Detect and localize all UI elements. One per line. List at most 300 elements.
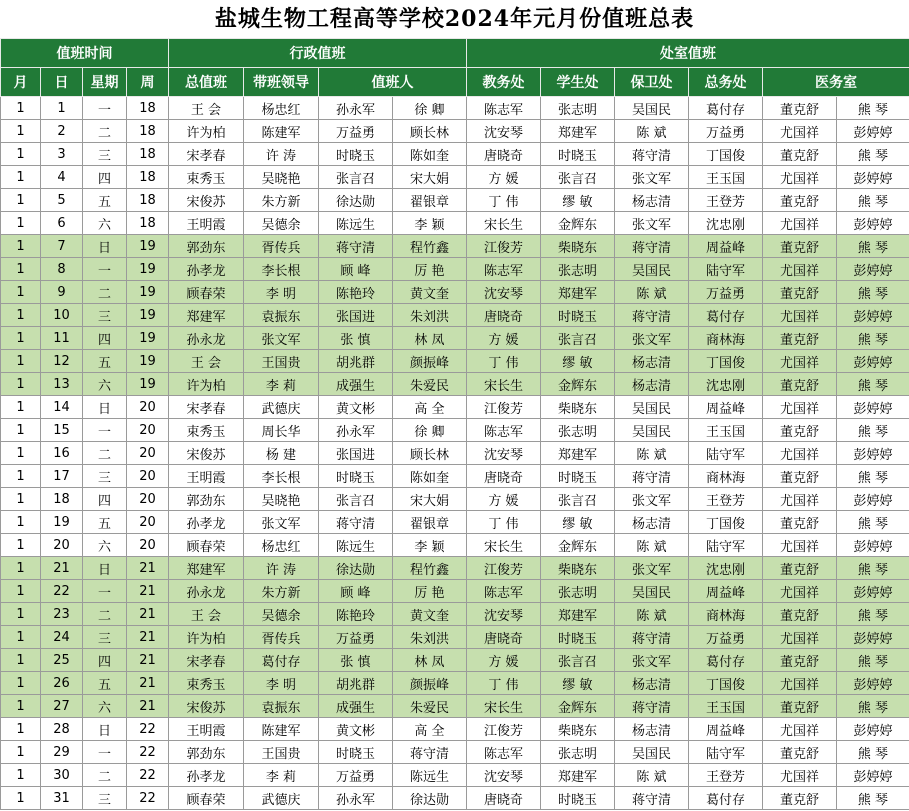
cell-weekday: 三 — [83, 626, 127, 649]
cell-person-2: 徐达勋 — [393, 787, 467, 810]
cell-academic: 沈安琴 — [467, 603, 541, 626]
cell-person-2: 朱刘洪 — [393, 304, 467, 327]
cell-person-1: 陈艳玲 — [319, 603, 393, 626]
cell-clinic-2: 彭婷婷 — [837, 442, 909, 465]
cell-clinic-2: 彭婷婷 — [837, 672, 909, 695]
cell-week: 20 — [127, 534, 169, 557]
cell-chief: 郭劲东 — [169, 741, 244, 764]
cell-clinic-1: 尤国祥 — [763, 350, 837, 373]
cell-general: 沈忠刚 — [689, 557, 763, 580]
cell-chief: 郭劲东 — [169, 235, 244, 258]
col-header-chief: 总值班 — [169, 68, 244, 97]
cell-clinic-1: 尤国祥 — [763, 580, 837, 603]
cell-academic: 江俊芳 — [467, 557, 541, 580]
cell-student: 张志明 — [541, 97, 615, 120]
cell-weekday: 六 — [83, 534, 127, 557]
cell-general: 葛付存 — [689, 304, 763, 327]
cell-student: 时晓玉 — [541, 143, 615, 166]
cell-clinic-2: 彭婷婷 — [837, 764, 909, 787]
cell-general: 周益峰 — [689, 235, 763, 258]
cell-general: 葛付存 — [689, 97, 763, 120]
cell-clinic-2: 熊 琴 — [837, 787, 909, 810]
cell-day: 22 — [41, 580, 83, 603]
cell-student: 缪 敏 — [541, 672, 615, 695]
cell-month: 1 — [1, 511, 41, 534]
cell-academic: 唐晓奇 — [467, 787, 541, 810]
cell-general: 丁国俊 — [689, 143, 763, 166]
cell-chief: 宋孝春 — [169, 143, 244, 166]
table-row — [1, 511, 909, 534]
cell-person-1: 陈艳玲 — [319, 281, 393, 304]
cell-person-2: 林 凤 — [393, 649, 467, 672]
cell-general: 丁国俊 — [689, 672, 763, 695]
cell-security: 吴国民 — [615, 396, 689, 419]
cell-leader: 张文军 — [244, 511, 319, 534]
col-header-week: 周 — [127, 68, 169, 97]
cell-day: 18 — [41, 488, 83, 511]
cell-chief: 王 会 — [169, 97, 244, 120]
cell-weekday: 一 — [83, 741, 127, 764]
table-row — [1, 787, 909, 810]
cell-month: 1 — [1, 672, 41, 695]
cell-clinic-2: 彭婷婷 — [837, 488, 909, 511]
cell-academic: 宋长生 — [467, 695, 541, 718]
cell-chief: 许为柏 — [169, 120, 244, 143]
cell-academic: 方 媛 — [467, 327, 541, 350]
cell-week: 21 — [127, 649, 169, 672]
group-header-admin: 行政值班 — [169, 39, 467, 68]
cell-person-2: 翟银章 — [393, 189, 467, 212]
cell-chief: 王 会 — [169, 603, 244, 626]
cell-week: 19 — [127, 327, 169, 350]
cell-month: 1 — [1, 695, 41, 718]
cell-month: 1 — [1, 143, 41, 166]
cell-person-1: 黄文彬 — [319, 396, 393, 419]
cell-general: 沈忠刚 — [689, 373, 763, 396]
cell-clinic-2: 彭婷婷 — [837, 212, 909, 235]
cell-academic: 丁 伟 — [467, 511, 541, 534]
cell-security: 杨志清 — [615, 373, 689, 396]
col-header-weekday: 星期 — [83, 68, 127, 97]
cell-day: 4 — [41, 166, 83, 189]
cell-chief: 许为柏 — [169, 373, 244, 396]
cell-week: 21 — [127, 626, 169, 649]
cell-leader: 吴德余 — [244, 603, 319, 626]
cell-person-2: 顾长林 — [393, 120, 467, 143]
cell-clinic-2: 熊 琴 — [837, 419, 909, 442]
cell-security: 杨志清 — [615, 718, 689, 741]
cell-leader: 陈建军 — [244, 718, 319, 741]
cell-month: 1 — [1, 189, 41, 212]
col-header-general: 总务处 — [689, 68, 763, 97]
cell-clinic-2: 彭婷婷 — [837, 396, 909, 419]
cell-chief: 孙孝龙 — [169, 764, 244, 787]
cell-clinic-2: 彭婷婷 — [837, 258, 909, 281]
cell-leader: 吴晓艳 — [244, 488, 319, 511]
cell-month: 1 — [1, 626, 41, 649]
cell-person-1: 张 慎 — [319, 649, 393, 672]
table-row — [1, 603, 909, 626]
cell-clinic-1: 董克舒 — [763, 235, 837, 258]
cell-weekday: 一 — [83, 419, 127, 442]
cell-week: 19 — [127, 350, 169, 373]
cell-month: 1 — [1, 649, 41, 672]
table-row — [1, 143, 909, 166]
cell-month: 1 — [1, 764, 41, 787]
col-header-leader: 带班领导 — [244, 68, 319, 97]
cell-person-2: 朱爱民 — [393, 373, 467, 396]
cell-month: 1 — [1, 373, 41, 396]
cell-clinic-1: 董克舒 — [763, 327, 837, 350]
table-row — [1, 442, 909, 465]
cell-clinic-2: 彭婷婷 — [837, 304, 909, 327]
col-header-security: 保卫处 — [615, 68, 689, 97]
cell-student: 时晓玉 — [541, 304, 615, 327]
cell-person-1: 时晓玉 — [319, 741, 393, 764]
cell-leader: 张文军 — [244, 327, 319, 350]
cell-person-2: 宋大娟 — [393, 488, 467, 511]
cell-weekday: 一 — [83, 258, 127, 281]
cell-clinic-2: 彭婷婷 — [837, 580, 909, 603]
cell-general: 王登芳 — [689, 488, 763, 511]
cell-day: 25 — [41, 649, 83, 672]
cell-weekday: 五 — [83, 672, 127, 695]
cell-student: 金辉东 — [541, 695, 615, 718]
cell-chief: 宋孝春 — [169, 649, 244, 672]
cell-security: 陈 斌 — [615, 281, 689, 304]
cell-weekday: 日 — [83, 557, 127, 580]
cell-day: 28 — [41, 718, 83, 741]
cell-week: 19 — [127, 258, 169, 281]
cell-chief: 郑建军 — [169, 557, 244, 580]
cell-clinic-2: 熊 琴 — [837, 465, 909, 488]
cell-academic: 唐晓奇 — [467, 143, 541, 166]
cell-week: 21 — [127, 672, 169, 695]
cell-day: 6 — [41, 212, 83, 235]
page-title: 盐城生物工程高等学校2024年元月份值班总表 — [214, 6, 695, 32]
cell-day: 13 — [41, 373, 83, 396]
cell-security: 陈 斌 — [615, 534, 689, 557]
cell-clinic-1: 董克舒 — [763, 557, 837, 580]
cell-student: 柴晓东 — [541, 557, 615, 580]
table-row — [1, 166, 909, 189]
col-header-clinic: 医务室 — [763, 68, 909, 97]
cell-academic: 方 媛 — [467, 649, 541, 672]
cell-leader: 胥传兵 — [244, 626, 319, 649]
cell-month: 1 — [1, 350, 41, 373]
cell-general: 商林海 — [689, 465, 763, 488]
cell-weekday: 一 — [83, 580, 127, 603]
cell-chief: 郑建军 — [169, 304, 244, 327]
cell-weekday: 五 — [83, 511, 127, 534]
cell-person-1: 时晓玉 — [319, 465, 393, 488]
cell-security: 陈 斌 — [615, 442, 689, 465]
cell-leader: 周长华 — [244, 419, 319, 442]
cell-clinic-2: 彭婷婷 — [837, 626, 909, 649]
cell-academic: 丁 伟 — [467, 672, 541, 695]
cell-person-1: 张言召 — [319, 488, 393, 511]
cell-clinic-2: 熊 琴 — [837, 603, 909, 626]
table-row — [1, 672, 909, 695]
cell-clinic-2: 熊 琴 — [837, 281, 909, 304]
cell-leader: 吴德余 — [244, 212, 319, 235]
cell-weekday: 三 — [83, 304, 127, 327]
cell-academic: 陈志军 — [467, 741, 541, 764]
cell-week: 19 — [127, 304, 169, 327]
cell-chief: 束秀玉 — [169, 419, 244, 442]
cell-security: 张文军 — [615, 649, 689, 672]
cell-day: 10 — [41, 304, 83, 327]
cell-weekday: 六 — [83, 373, 127, 396]
cell-week: 20 — [127, 465, 169, 488]
cell-clinic-1: 董克舒 — [763, 787, 837, 810]
cell-day: 26 — [41, 672, 83, 695]
table-row — [1, 557, 909, 580]
cell-security: 蒋守清 — [615, 626, 689, 649]
cell-month: 1 — [1, 534, 41, 557]
cell-chief: 顾春荣 — [169, 281, 244, 304]
cell-weekday: 三 — [83, 465, 127, 488]
cell-leader: 王国贵 — [244, 741, 319, 764]
cell-month: 1 — [1, 97, 41, 120]
table-row — [1, 350, 909, 373]
cell-week: 22 — [127, 718, 169, 741]
cell-day: 30 — [41, 764, 83, 787]
cell-day: 7 — [41, 235, 83, 258]
cell-month: 1 — [1, 580, 41, 603]
cell-clinic-1: 尤国祥 — [763, 534, 837, 557]
table-row — [1, 189, 909, 212]
cell-day: 9 — [41, 281, 83, 304]
cell-academic: 方 媛 — [467, 166, 541, 189]
cell-week: 22 — [127, 741, 169, 764]
cell-person-1: 孙永军 — [319, 419, 393, 442]
cell-clinic-1: 董克舒 — [763, 741, 837, 764]
cell-student: 张志明 — [541, 741, 615, 764]
cell-person-1: 顾 峰 — [319, 580, 393, 603]
cell-person-1: 黄文彬 — [319, 718, 393, 741]
cell-clinic-1: 董克舒 — [763, 143, 837, 166]
cell-chief: 王明霞 — [169, 465, 244, 488]
cell-leader: 杨忠红 — [244, 534, 319, 557]
table-row — [1, 396, 909, 419]
cell-security: 陈 斌 — [615, 120, 689, 143]
cell-leader: 袁振东 — [244, 304, 319, 327]
cell-general: 万益勇 — [689, 626, 763, 649]
cell-day: 12 — [41, 350, 83, 373]
cell-month: 1 — [1, 120, 41, 143]
cell-weekday: 五 — [83, 350, 127, 373]
cell-week: 19 — [127, 281, 169, 304]
cell-person-2: 顾长林 — [393, 442, 467, 465]
cell-month: 1 — [1, 327, 41, 350]
cell-month: 1 — [1, 235, 41, 258]
cell-day: 29 — [41, 741, 83, 764]
cell-person-2: 陈如奎 — [393, 465, 467, 488]
table-row — [1, 419, 909, 442]
cell-month: 1 — [1, 258, 41, 281]
cell-person-1: 时晓玉 — [319, 143, 393, 166]
cell-student: 张言召 — [541, 488, 615, 511]
cell-week: 22 — [127, 787, 169, 810]
cell-weekday: 三 — [83, 143, 127, 166]
cell-security: 蒋守清 — [615, 143, 689, 166]
cell-clinic-1: 董克舒 — [763, 465, 837, 488]
cell-academic: 江俊芳 — [467, 718, 541, 741]
cell-month: 1 — [1, 396, 41, 419]
cell-week: 21 — [127, 695, 169, 718]
cell-clinic-1: 董克舒 — [763, 695, 837, 718]
cell-security: 陈 斌 — [615, 764, 689, 787]
cell-day: 20 — [41, 534, 83, 557]
cell-clinic-2: 熊 琴 — [837, 695, 909, 718]
cell-month: 1 — [1, 488, 41, 511]
group-header-office: 处室值班 — [467, 39, 909, 68]
cell-weekday: 二 — [83, 764, 127, 787]
cell-person-1: 万益勇 — [319, 764, 393, 787]
cell-day: 24 — [41, 626, 83, 649]
cell-clinic-2: 彭婷婷 — [837, 534, 909, 557]
cell-general: 商林海 — [689, 327, 763, 350]
cell-person-2: 厉 艳 — [393, 258, 467, 281]
cell-week: 18 — [127, 212, 169, 235]
cell-academic: 宋长生 — [467, 534, 541, 557]
cell-academic: 陈志军 — [467, 97, 541, 120]
cell-student: 郑建军 — [541, 764, 615, 787]
table-row — [1, 488, 909, 511]
cell-leader: 王国贵 — [244, 350, 319, 373]
cell-chief: 王明霞 — [169, 212, 244, 235]
cell-person-1: 张 慎 — [319, 327, 393, 350]
cell-leader: 袁振东 — [244, 695, 319, 718]
cell-person-2: 蒋守清 — [393, 741, 467, 764]
cell-day: 21 — [41, 557, 83, 580]
cell-week: 18 — [127, 120, 169, 143]
table-row — [1, 235, 909, 258]
cell-clinic-2: 熊 琴 — [837, 511, 909, 534]
cell-weekday: 六 — [83, 212, 127, 235]
cell-chief: 许为柏 — [169, 626, 244, 649]
cell-academic: 方 媛 — [467, 488, 541, 511]
cell-academic: 沈安琴 — [467, 442, 541, 465]
cell-week: 20 — [127, 511, 169, 534]
cell-day: 3 — [41, 143, 83, 166]
cell-general: 王登芳 — [689, 189, 763, 212]
cell-weekday: 二 — [83, 281, 127, 304]
cell-clinic-1: 董克舒 — [763, 419, 837, 442]
cell-leader: 李 莉 — [244, 373, 319, 396]
cell-general: 沈忠刚 — [689, 212, 763, 235]
cell-general: 周益峰 — [689, 580, 763, 603]
cell-clinic-1: 尤国祥 — [763, 718, 837, 741]
cell-day: 15 — [41, 419, 83, 442]
cell-academic: 宋长生 — [467, 212, 541, 235]
cell-month: 1 — [1, 465, 41, 488]
cell-month: 1 — [1, 557, 41, 580]
cell-security: 张文军 — [615, 327, 689, 350]
cell-academic: 陈志军 — [467, 258, 541, 281]
cell-clinic-2: 彭婷婷 — [837, 166, 909, 189]
cell-student: 郑建军 — [541, 603, 615, 626]
cell-clinic-1: 尤国祥 — [763, 626, 837, 649]
cell-general: 商林海 — [689, 603, 763, 626]
cell-leader: 李 莉 — [244, 764, 319, 787]
cell-day: 19 — [41, 511, 83, 534]
cell-general: 周益峰 — [689, 396, 763, 419]
cell-weekday: 四 — [83, 327, 127, 350]
table-header — [1, 39, 909, 97]
table-row — [1, 764, 909, 787]
cell-student: 金辉东 — [541, 373, 615, 396]
cell-week: 19 — [127, 235, 169, 258]
cell-general: 王登芳 — [689, 764, 763, 787]
cell-leader: 陈建军 — [244, 120, 319, 143]
cell-weekday: 四 — [83, 488, 127, 511]
cell-student: 张志明 — [541, 419, 615, 442]
table-body — [1, 97, 909, 810]
cell-week: 19 — [127, 373, 169, 396]
cell-clinic-2: 熊 琴 — [837, 557, 909, 580]
cell-chief: 宋俊苏 — [169, 442, 244, 465]
cell-person-1: 成强生 — [319, 373, 393, 396]
cell-person-1: 张国进 — [319, 304, 393, 327]
cell-month: 1 — [1, 741, 41, 764]
cell-day: 14 — [41, 396, 83, 419]
cell-security: 吴国民 — [615, 97, 689, 120]
cell-weekday: 五 — [83, 189, 127, 212]
cell-clinic-1: 尤国祥 — [763, 764, 837, 787]
cell-general: 陆守军 — [689, 442, 763, 465]
cell-student: 缪 敏 — [541, 189, 615, 212]
cell-security: 蒋守清 — [615, 695, 689, 718]
cell-leader: 李长根 — [244, 465, 319, 488]
cell-person-1: 徐达勋 — [319, 557, 393, 580]
cell-person-2: 翟银章 — [393, 511, 467, 534]
cell-person-1: 万益勇 — [319, 626, 393, 649]
table-row — [1, 649, 909, 672]
cell-person-1: 蒋守清 — [319, 511, 393, 534]
cell-student: 金辉东 — [541, 534, 615, 557]
cell-clinic-2: 熊 琴 — [837, 235, 909, 258]
cell-academic: 唐晓奇 — [467, 465, 541, 488]
cell-month: 1 — [1, 787, 41, 810]
cell-person-2: 颜振峰 — [393, 672, 467, 695]
cell-clinic-1: 尤国祥 — [763, 258, 837, 281]
cell-week: 18 — [127, 97, 169, 120]
cell-clinic-2: 熊 琴 — [837, 143, 909, 166]
cell-leader: 许 涛 — [244, 557, 319, 580]
cell-day: 11 — [41, 327, 83, 350]
cell-clinic-1: 董克舒 — [763, 189, 837, 212]
cell-month: 1 — [1, 166, 41, 189]
cell-person-2: 黄文奎 — [393, 281, 467, 304]
cell-clinic-1: 尤国祥 — [763, 488, 837, 511]
cell-clinic-2: 熊 琴 — [837, 327, 909, 350]
cell-day: 27 — [41, 695, 83, 718]
cell-person-1: 张言召 — [319, 166, 393, 189]
cell-clinic-1: 尤国祥 — [763, 672, 837, 695]
cell-day: 31 — [41, 787, 83, 810]
table-row — [1, 304, 909, 327]
table-row — [1, 258, 909, 281]
cell-person-1: 陈远生 — [319, 212, 393, 235]
cell-student: 张言召 — [541, 166, 615, 189]
cell-person-1: 孙永军 — [319, 787, 393, 810]
cell-security: 蒋守清 — [615, 787, 689, 810]
table-row — [1, 741, 909, 764]
cell-security: 吴国民 — [615, 258, 689, 281]
cell-chief: 孙孝龙 — [169, 258, 244, 281]
